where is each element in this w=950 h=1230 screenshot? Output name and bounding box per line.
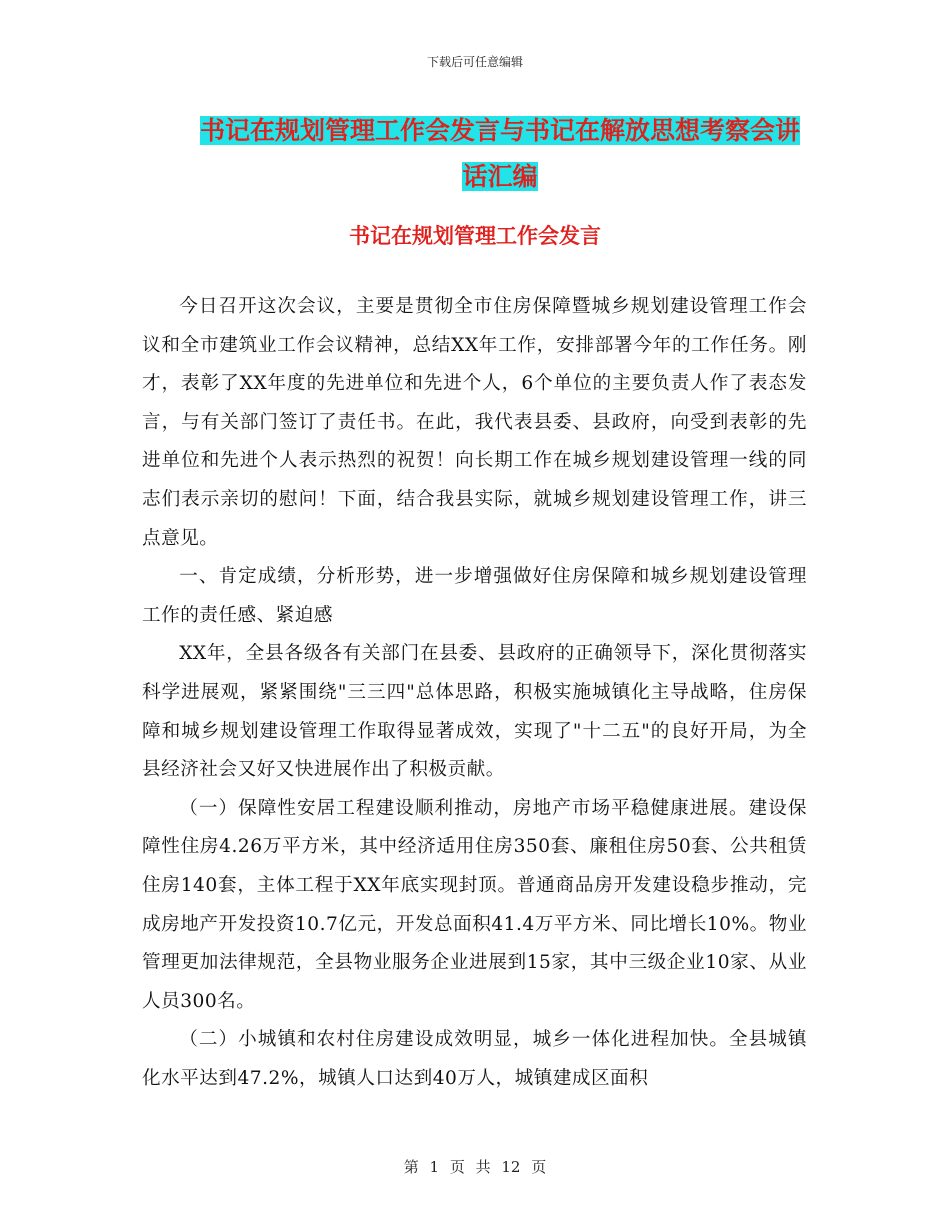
paragraph: （二）小城镇和农村住房建设成效明显，城乡一体化进程加快。全县城镇化水平达到47.2%，城镇人口达到40万人，城镇建成区面积 [142, 1029, 807, 1089]
document-title-text: 书记在规划管理工作会发言与书记在解放思想考察会讲话汇编 [199, 116, 800, 191]
section-title: 书记在规划管理工作会发言 [349, 223, 601, 248]
document-title [190, 108, 810, 200]
paragraph: XX年，全县各级各有关部门在县委、县政府的正确领导下，深化贯彻落实科学进展观，紧紧围绕"三三四"总体思路，积极实施城镇化主导战略，住房保障和城乡规划建设管理工作取得显著成效，实现了"十二五"的良好开局，为全县经济社会又好又快进展作出了积极贡献。 [142, 643, 807, 781]
paragraph: 今日召开这次会议，主要是贯彻全市住房保障暨城乡规划建设管理工作会议和全市建筑业工作会议精神，总结XX年工作，安排部署今年的工作任务。刚才，表彰了XX年度的先进单位和先进个人，6个单位的主要负责人作了表态发言，与有关部门签订了责任书。在此，我代表县委、县政府，向受到表彰的先进单位和先进个人表示热烈的祝贺！向长期工作在城乡规划建设管理一线的同志们表示亲切的慰问！下面，结合我县实际，就城乡规划建设管理工作，讲三点意见。 [142, 296, 807, 549]
paragraph: 一、肯定成绩，分析形势，进一步增强做好住房保障和城乡规划建设管理工作的责任感、紧迫感 [142, 566, 807, 626]
header-note: 下载后可任意编辑 [426, 55, 523, 69]
page-footer: 第 1 页 共 12 页 [403, 1158, 547, 1176]
paragraph: （一）保障性安居工程建设顺利推动，房地产市场平稳健康进展。建设保障性住房4.26万平方米，其中经济适用住房350套、廉租住房50套、公共租赁住房140套，主体工程于XX年底实现封顶。普通商品房开发建设稳步推动，完成房地产开发投资10.7亿元，开发总面积41.4万平方米、同比增长10%。物业管理更加法律规范，全县物业服务企业进展到15家，其中三级企业10家、从业人员300名。 [142, 797, 807, 1012]
document-body [142, 288, 807, 1098]
